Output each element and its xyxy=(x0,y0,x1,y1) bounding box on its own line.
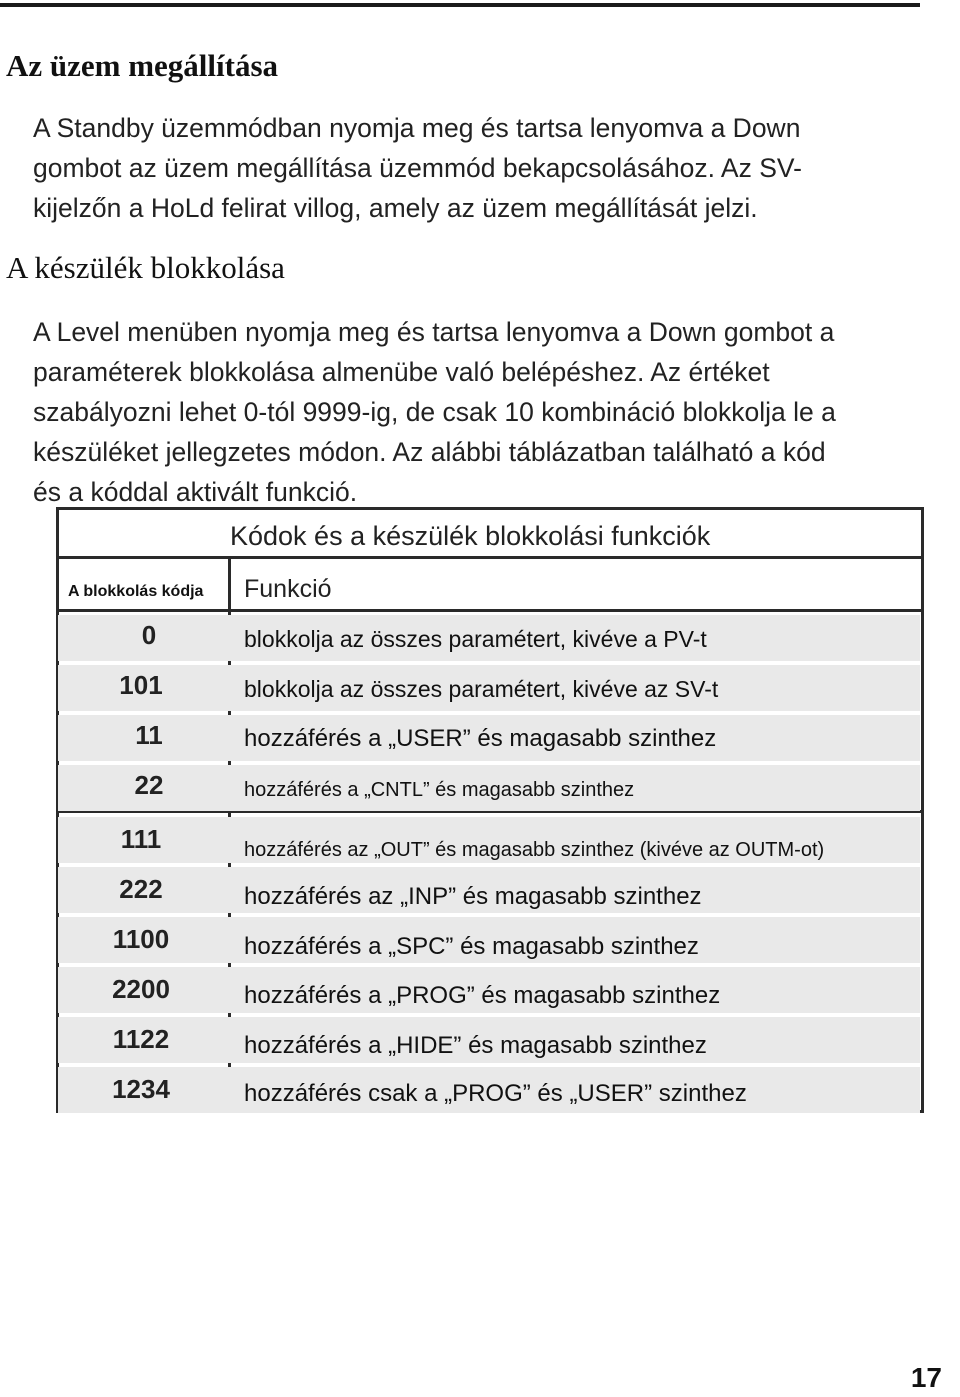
paragraph-line: paraméterek blokkolása almenübe való belépéshez. Az értéket xyxy=(33,357,770,387)
paragraph-line: A Level menüben nyomja meg és tartsa lenyomva a Down gombot a xyxy=(33,317,835,347)
function-cell: blokkolja az összes paramétert, kivéve a PV-t xyxy=(244,626,707,652)
paragraph-line: kijelzőn a HoLd felirat villog, amely az üzem megállítását jelzi. xyxy=(33,193,758,223)
paragraph-line: szabályozni lehet 0-tól 9999-ig, de csak 10 kombináció blokkolja le a xyxy=(33,397,836,427)
function-cell: hozzáférés a „CNTL” és magasabb szinthez xyxy=(244,779,635,801)
column-header-code: A blokkolás kódja xyxy=(68,583,204,600)
code-cell: 22 xyxy=(134,770,164,800)
code-cell: 111 xyxy=(120,824,162,854)
function-cell: hozzáférés csak a „PROG” és „USER” szinthez xyxy=(244,1080,747,1107)
code-cell: 1100 xyxy=(112,924,170,954)
section-title-lock: A készülék blokkolása xyxy=(6,250,285,285)
table-divider xyxy=(56,609,924,612)
paragraph-stop xyxy=(33,108,802,228)
paragraph-line: gombot az üzem megállítása üzemmód bekapcsolásához. Az SV- xyxy=(33,153,802,183)
code-cell: 101 xyxy=(119,670,163,700)
function-cell: hozzáférés az „INP” és magasabb szinthez xyxy=(244,883,702,910)
function-cell: hozzáférés a „HIDE” és magasabb szinthez xyxy=(244,1032,707,1059)
code-cell: 0 xyxy=(141,620,157,650)
lock-code-table xyxy=(56,507,924,1113)
column-header-function: Funkció xyxy=(244,575,332,603)
function-cell: hozzáférés a „USER” és magasabb szinthez xyxy=(244,725,717,752)
paragraph-line: A Standby üzemmódban nyomja meg és tartsa lenyomva a Down xyxy=(33,113,801,143)
function-cell: hozzáférés a „SPC” és magasabb szinthez xyxy=(244,933,699,960)
code-cell: 1234 xyxy=(112,1074,170,1104)
function-cell: hozzáférés az „OUT” és magasabb szinthez (kivéve az OUTM-ot) xyxy=(244,839,825,861)
function-cell: hozzáférés a „PROG” és magasabb szinthez xyxy=(244,982,721,1009)
paragraph-line: és a kóddal aktivált funkció. xyxy=(33,477,358,507)
paragraph-lock xyxy=(33,312,836,512)
code-cell: 2200 xyxy=(112,974,170,1004)
paragraph-line: készüléket jellegzetes módon. Az alábbi táblázatban található a kód xyxy=(33,437,826,467)
top-rule xyxy=(0,3,920,7)
table-title: Kódok és a készülék blokkolási funkciók xyxy=(230,521,711,551)
section-title-stop: Az üzem megállítása xyxy=(6,48,279,83)
code-cell: 1122 xyxy=(112,1024,170,1054)
code-cell: 222 xyxy=(119,874,163,904)
code-cell: 11 xyxy=(135,720,163,750)
function-cell: blokkolja az összes paramétert, kivéve az SV-t xyxy=(244,676,719,702)
table-divider xyxy=(56,556,924,559)
page-number: 17 xyxy=(910,1362,942,1393)
